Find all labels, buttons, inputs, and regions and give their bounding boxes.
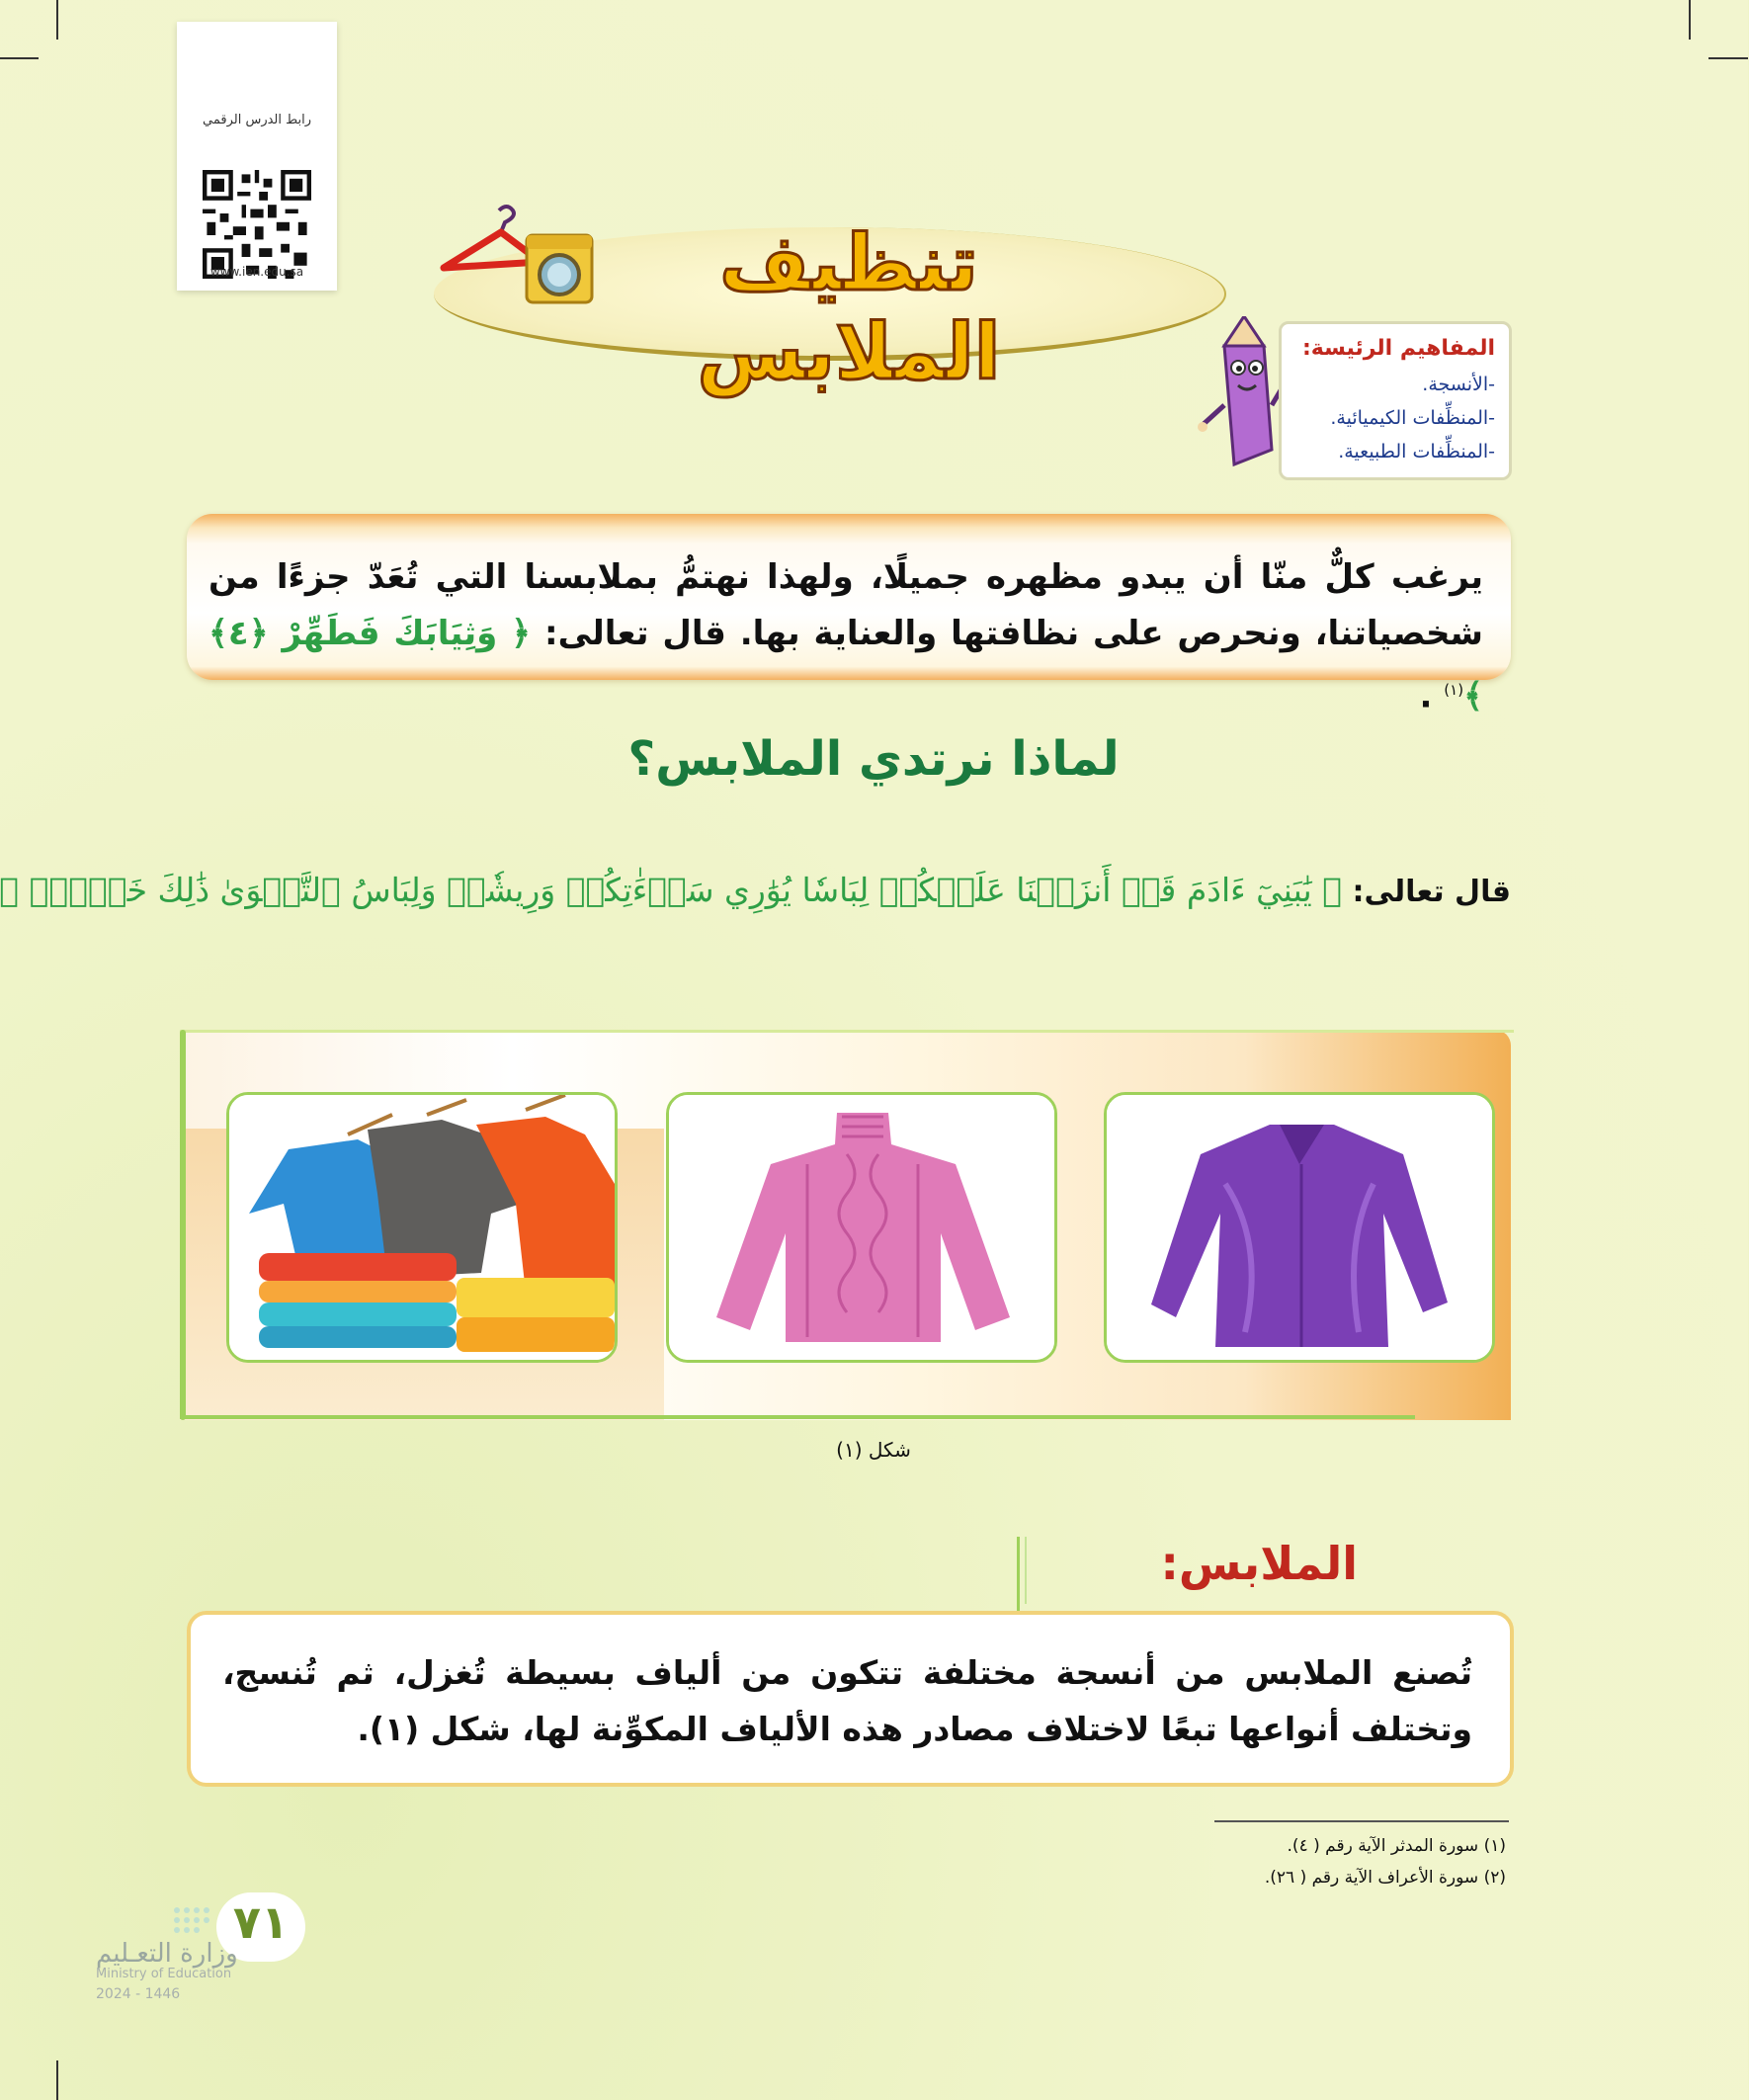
- intro-box: [188, 514, 1512, 716]
- key-concept-item: -المنظِّفات الكيميائية.: [1331, 407, 1496, 429]
- intro-end: .: [1420, 676, 1434, 716]
- intro-paragraph: [209, 549, 1484, 724]
- footnote-rule: [1215, 1820, 1510, 1822]
- qr-card[interactable]: [178, 22, 338, 291]
- key-concepts-box: [1280, 321, 1513, 480]
- clothes-heading: الملابس:: [1161, 1537, 1359, 1590]
- figure-caption: شكل (١): [837, 1438, 912, 1462]
- crop-mark: [1690, 0, 1692, 40]
- page-title: تنظيف الملابس: [698, 219, 1002, 397]
- figure-frame-line: [181, 1030, 1515, 1033]
- footnote-ref-1: (١): [1445, 681, 1465, 699]
- verse-text: ﴿ يَٰبَنِيٓ ءَادَمَ قَدۡ أَنزَلۡنَا عَلَيۡكُمۡ لِبَاسٗا يُوَٰرِي سَوۡءَٰتِكُمۡ وَرِيشٗاۖ وَلِبَاسُ ٱلتَّقۡوَىٰ ذَٰلِكَ خَيۡرٞۚ ﴾: [0, 871, 1344, 909]
- pencil-mascot-icon: [1196, 316, 1290, 479]
- purple-shirt-icon: [1108, 1095, 1493, 1360]
- photo-t-shirts: [227, 1092, 619, 1363]
- key-concepts-heading: المفاهيم الرئيسة:: [1302, 336, 1496, 361]
- ministry-name-ar: وزارة التعـليم: [97, 1939, 239, 1969]
- key-concept-item: -المنظِّفات الطبيعية.: [1339, 441, 1496, 462]
- qr-label: رابط الدرس الرقمي: [204, 113, 312, 127]
- crop-mark: [0, 57, 40, 59]
- footnotes: [1266, 1830, 1507, 1893]
- photo-pink-sweater: [667, 1092, 1058, 1363]
- verse-label: قال تعالى:: [1353, 875, 1512, 909]
- footnote-1: (١) سورة المدثر الآية رقم ( ٤).: [1288, 1836, 1507, 1856]
- washing-machine-icon: [526, 233, 595, 304]
- intro-verse: ﴿ وَثِيَابَكَ فَطَهِّرْ ﴿٤﴾ ﴾: [209, 614, 1484, 716]
- ministry-year: 2024 - 1446: [97, 1986, 182, 2002]
- crop-mark: [57, 2060, 59, 2100]
- photo-purple-shirt: [1105, 1092, 1496, 1363]
- figure-frame-line: [181, 1415, 1416, 1419]
- figure-frame-line: [181, 1030, 187, 1420]
- key-concepts-list: [1331, 368, 1496, 468]
- pink-sweater-icon: [670, 1095, 1055, 1360]
- verse-line: [0, 855, 1512, 922]
- intro-text: يرغب كلٌّ منّا أن يبدو مظهره جميلًا، ولهذا نهتمُّ بملابسنا التي تُعَدّ جزءًا من شخصياتنا، ونحرص على نظافتها والعناية بها. قال تعالى:: [209, 557, 1484, 653]
- clothes-box: [188, 1611, 1515, 1787]
- key-concept-item: -الأنسجة.: [1423, 374, 1496, 395]
- crop-mark: [57, 0, 59, 40]
- crop-mark: [1709, 57, 1749, 59]
- decorative-line: [1026, 1537, 1032, 1604]
- t-shirts-icon: [230, 1095, 616, 1360]
- section-heading: لماذا نرتدي الملابس؟: [628, 731, 1121, 787]
- qr-code-icon[interactable]: [204, 170, 312, 279]
- qr-url[interactable]: www.ien.edu.sa: [210, 265, 305, 279]
- clothes-paragraph: تُصنع الملابس من أنسجة مختلفة تتكون من ألياف بسيطة تُغزل، ثم تُنسج، وتختلف أنواعها تبعًا لاختلاف مصادر هذه الألياف المكوِّنة لها، شكل (١).: [223, 1653, 1473, 1748]
- ministry-name-en: Ministry of Education: [97, 1967, 233, 1981]
- page-number: ٧١: [233, 1895, 291, 1949]
- footnote-2: (٢) سورة الأعراف الآية رقم ( ٢٦).: [1265, 1868, 1507, 1888]
